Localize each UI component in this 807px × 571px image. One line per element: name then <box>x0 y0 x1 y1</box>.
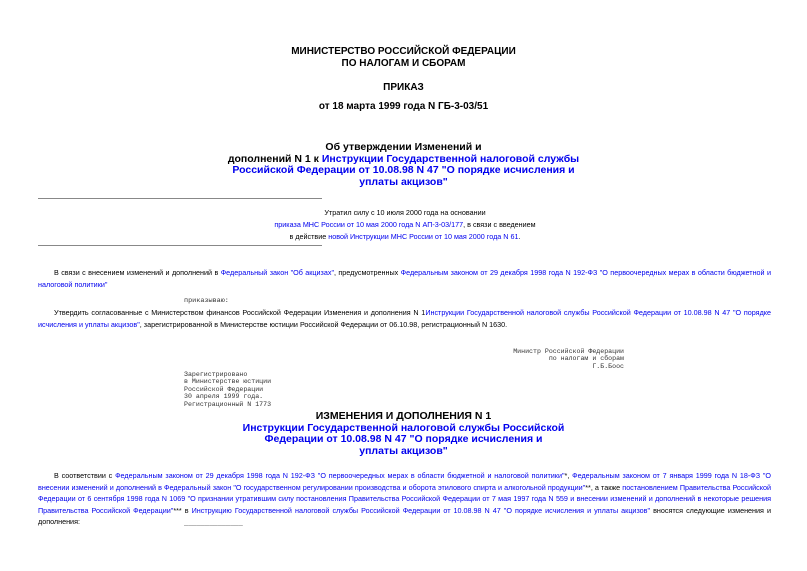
body-text-2: *, <box>564 471 573 480</box>
body-text-5: вносятся следующие изменения и дополнения: <box>38 505 771 526</box>
preamble-paragraph <box>38 267 771 290</box>
registration-line3: Российской Федерации <box>184 385 264 393</box>
instruction-link-2[interactable]: Российской Федерации от 10.08.98 N 47 "О порядке исчисления и <box>232 164 575 176</box>
validity-line3-text: в действие <box>289 232 329 241</box>
excise-law-link[interactable]: Федеральный закон "Об акцизах" <box>220 268 334 277</box>
changes-instruction-link-3[interactable]: уплаты акцизов" <box>359 445 448 457</box>
approve-text-2: , зарегистрированной в Министерстве юстиции Российской Федерации от 06.10.98, регистрационный N 1630. <box>139 319 508 329</box>
order-type: ПРИКАЗ <box>383 82 424 93</box>
law-192-link[interactable]: Федеральным законом от 29 декабря 1998 года N 192-ФЗ "О первоочередных мерах в области бюджетной и налоговой политики" <box>115 471 565 480</box>
body-text-1: В соответствии с <box>54 471 116 480</box>
repeal-order-link[interactable]: приказа МНС России от 10 мая 2000 года N АП-3-03/177 <box>274 220 464 229</box>
body-paragraph <box>38 470 771 528</box>
registration-line5: Регистрационный N 1773 <box>184 400 272 408</box>
approve-paragraph <box>38 307 771 330</box>
divider-top <box>38 198 322 199</box>
instruction-link-3[interactable]: уплаты акцизов" <box>359 176 448 188</box>
instruction-47-link[interactable]: Инструкции Государственной налоговой службы Российской Федерации от 10.08.98 N 47 "О порядке исчисления и уплаты акцизов" <box>38 308 771 329</box>
federal-law-192-link[interactable]: Федеральным законом от 29 декабря 1998 года N 192-ФЗ "О первоочередных мерах в области бюджетной и налоговой политики" <box>38 268 771 289</box>
changes-line1: ИЗМЕНЕНИЯ И ДОПОЛНЕНИЯ N 1 <box>315 410 492 422</box>
validity-line2-text: , в связи с введением <box>463 220 536 229</box>
signature-line2: по налогам и сборам <box>548 355 624 363</box>
instruction-47-link-body[interactable]: Инструкцию Государственной налоговой службы Российской Федерации от 10.08.98 N 47 "О порядке исчисления и уплаты акцизов" <box>191 505 651 515</box>
changes-instruction-link-2[interactable]: Федерации от 10.08.98 N 47 "О порядке исчисления и <box>264 433 543 445</box>
instruction-link-1[interactable]: Инструкции Государственной налоговой службы <box>321 153 580 165</box>
registration-line1: Зарегистрировано <box>184 371 248 378</box>
approve-text-1: Утвердить согласованные с Министерством финансов Российской Федерации Изменения и дополнения N 1 <box>54 308 426 317</box>
new-instruction-link[interactable]: новой Инструкции МНС России от 10 мая 2000 года N 61 <box>328 232 519 241</box>
validity-line3 <box>200 231 610 243</box>
registration-line4: 30 апреля 1999 года. <box>184 393 264 401</box>
order-date-number: от 18 марта 1999 года N ГБ-3-03/51 <box>318 101 489 112</box>
preamble-text-2: , предусмотренных <box>334 268 401 277</box>
title-line2-text: дополнений N 1 к <box>227 153 322 165</box>
registration-block <box>184 371 271 408</box>
ministry-line2: ПО НАЛОГАМ И СБОРАМ <box>341 58 466 69</box>
divider-bottom <box>38 245 322 246</box>
validity-line1: Утратил силу с 10 июля 2000 года на основании <box>324 208 486 217</box>
command-word: приказываю: <box>184 297 229 305</box>
body-text-4: *** в <box>173 505 192 515</box>
registration-line2: в Министерстве юстиции <box>184 378 272 386</box>
signature-block <box>470 348 624 370</box>
ministry-line1: МИНИСТЕРСТВО РОССИЙСКОЙ ФЕДЕРАЦИИ <box>291 46 516 57</box>
signature-line1: Министр Российской Федерации <box>513 348 624 355</box>
title-line1: Об утверждении Изменений и <box>325 141 482 153</box>
validity-line3-end: . <box>518 232 521 241</box>
footnote-separator: ______________ <box>184 520 243 528</box>
validity-line2 <box>200 219 610 231</box>
law-18-link[interactable]: Федеральным законом от 7 января 1999 года N 18-ФЗ "О внесении изменений и дополнений в Федеральный закон "О государственном регулировании производства и оборота этилового спирта и алкогольной продукции" <box>38 471 771 492</box>
preamble-text-1: В связи с внесением изменений и дополнений в <box>54 268 221 277</box>
signature-line3: Г.Б.Боос <box>592 362 624 370</box>
resolution-1069-link[interactable]: постановлением Правительства Российской Федерации от 6 сентября 1998 года N 1069 "О признании утратившим силу постановления Правительства Российской Федерации от 7 мая 1997 года N 559 и внесении изменений и дополнений в некоторые решения Правительства Российской Федерации" <box>38 482 771 515</box>
changes-instruction-link-1[interactable]: Инструкции Государственной налоговой службы Российской <box>242 422 565 434</box>
body-text-3: **, а также <box>585 482 623 492</box>
